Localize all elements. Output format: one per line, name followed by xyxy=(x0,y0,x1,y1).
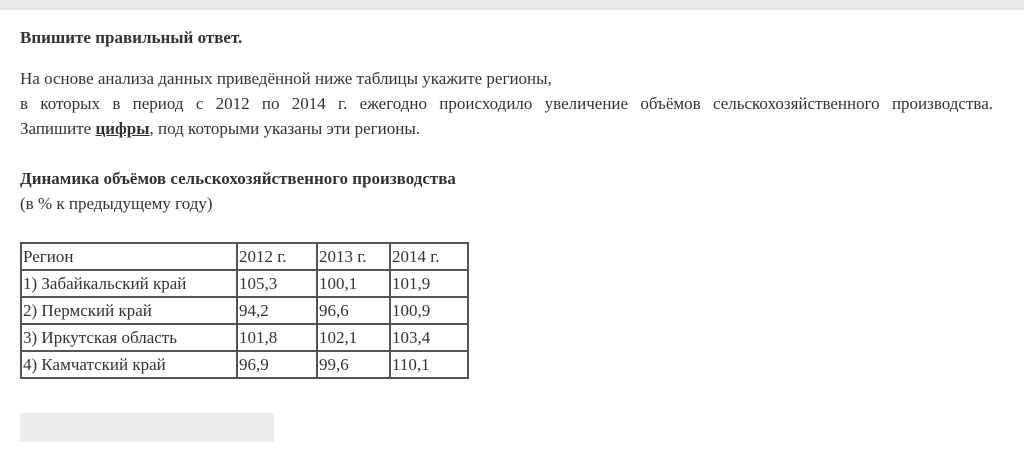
table-cell-value: 110,1 xyxy=(390,351,468,378)
table-cell-value: 103,4 xyxy=(390,324,468,351)
table-subtitle: (в % к предыдущему году) xyxy=(20,194,213,213)
table-title: Динамика объёмов сельскохозяйственного производства xyxy=(20,169,456,188)
table-row xyxy=(21,270,468,297)
table-cell-value: 100,9 xyxy=(390,297,468,324)
table-cell-value: 101,8 xyxy=(237,324,317,351)
table-cell-region: 4) Камчатский край xyxy=(21,351,237,378)
task-line-3-start: Запишите xyxy=(20,119,96,138)
table-cell-value: 96,6 xyxy=(317,297,390,324)
table-row xyxy=(21,324,468,351)
table-cell-region: 3) Иркутская область xyxy=(21,324,237,351)
top-bar xyxy=(0,0,1024,10)
table-cell-value: 96,9 xyxy=(237,351,317,378)
task-line-3 xyxy=(20,116,993,141)
task-line-1: На основе анализа данных приведённой ниже таблицы укажите регионы, xyxy=(20,69,552,88)
instruction-text: Впишите правильный ответ. xyxy=(20,28,243,47)
table-cell-region: 1) Забайкальский край xyxy=(21,270,237,297)
task-emphasis-digits: цифры xyxy=(95,119,150,138)
header-region: Регион xyxy=(21,243,237,270)
table-cell-value: 102,1 xyxy=(317,324,390,351)
question-content xyxy=(20,26,993,379)
table-cell-value: 101,9 xyxy=(390,270,468,297)
table-cell-value: 105,3 xyxy=(237,270,317,297)
task-text xyxy=(20,66,993,141)
header-2013: 2013 г. xyxy=(317,243,390,270)
answer-input[interactable] xyxy=(20,413,274,442)
table-header-row xyxy=(21,243,468,270)
data-table xyxy=(20,242,469,379)
header-2014: 2014 г. xyxy=(390,243,468,270)
task-line-3-end: , под которыми указаны эти регионы. xyxy=(149,119,420,138)
table-cell-value: 99,6 xyxy=(317,351,390,378)
table-cell-region: 2) Пермский край xyxy=(21,297,237,324)
task-line-2: в которых в период с 2012 по 2014 г. ежегодно происходило увеличение объёмов сельскохозяйственного производства. xyxy=(20,94,993,113)
header-2012: 2012 г. xyxy=(237,243,317,270)
table-cell-value: 100,1 xyxy=(317,270,390,297)
table-cell-value: 94,2 xyxy=(237,297,317,324)
table-row xyxy=(21,351,468,378)
table-row xyxy=(21,297,468,324)
